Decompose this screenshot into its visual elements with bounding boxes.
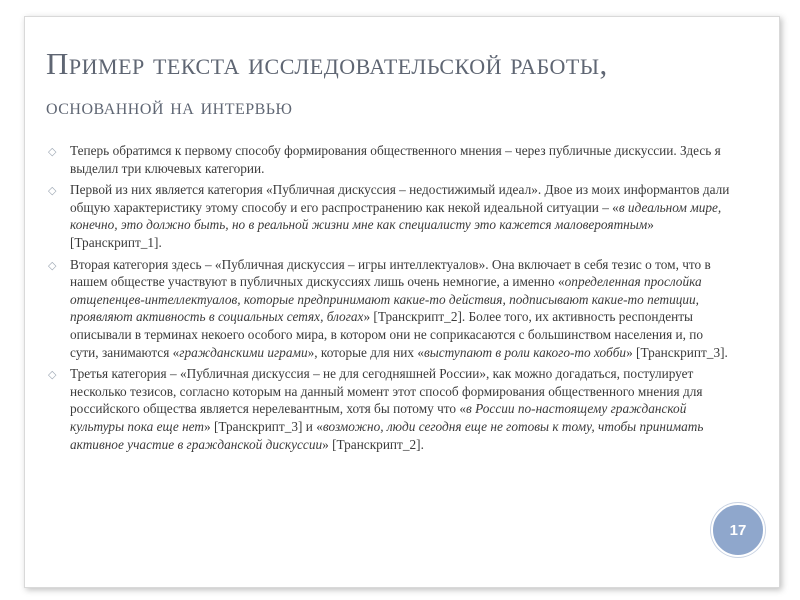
slide-body [48, 142, 734, 457]
paragraph-text [70, 182, 729, 250]
title-line-2: основанной на интервью [46, 94, 293, 119]
page-number-badge: 17 [711, 503, 765, 557]
bullet-paragraph [48, 142, 734, 177]
text-run: Третья категория – «Публичная дискуссия – не для сегодняшней России», как можно догадаться, постулирует несколько тезисов, согласно которым на данный момент этот способ формирования общественного мнения для российского общества является нерелевантным, хотя бы потому что « [70, 366, 703, 417]
text-run: » [Транскрипт_1]. [70, 217, 654, 250]
diamond-bullet-icon: ◇ [48, 184, 57, 198]
text-run: » [Транскрипт_2]. Более того, их активность респонденты описывали в терминах некоего особого мира, в котором они не соприкасаются с большинством населения и, по сути, занимаются « [70, 309, 704, 360]
text-run: » [Транскрипт_3] и « [204, 418, 323, 434]
diamond-bullet-icon: ◇ [48, 368, 57, 382]
quote-run: определенная прослойка отщепенцев-интеллектуалов, которые предпринимают какие-то действия, подписывают какие-то петиции, проявляют активность в социальных сетях, блогах [70, 274, 702, 325]
bullet-paragraph [48, 181, 734, 251]
paragraph-text [70, 366, 703, 451]
bullet-paragraph [48, 256, 734, 362]
quote-run: возможно, люди сегодня еще не готовы к тому, чтобы принимать активное участие в гражданской дискуссии [70, 418, 704, 452]
title-line-1: Пример текста исследовательской работы, [46, 46, 608, 81]
diamond-bullet-icon: ◇ [48, 145, 57, 158]
slide-title [46, 44, 746, 124]
text-run: », которые для них « [307, 344, 424, 360]
quote-run: в идеальном мире, конечно, это должно быть, но в реальной жизни мне как специалисту это кажется маловероятным [70, 199, 722, 233]
bullet-paragraph [48, 365, 734, 453]
text-run: » [Транскрипт_2]. [322, 436, 424, 452]
diamond-bullet-icon: ◇ [48, 258, 57, 272]
text-run: » [Транскрипт_3]. [626, 344, 728, 360]
quote-run: в России по-настоящему гражданской культуры пока еще нет [70, 401, 687, 434]
text-run: Первой из них является категория «Публичная дискуссия – недостижимый идеал». Двое из моих информантов дали общую характеристику этому способу и его распространению как некой идеальной ситуации – « [70, 182, 730, 215]
paragraph-text [70, 143, 721, 176]
quote-run: гражданскими играми [179, 344, 308, 360]
text-run: Вторая категория здесь – «Публичная дискуссия – игры интеллектуалов». Она включает в себя тезис о том, что в нашем обществе участвуют в публичных дискуссиях лишь очень немногие, а именно « [70, 256, 711, 290]
quote-run: выступают в роли какого-то хобби [423, 344, 627, 360]
text-run: Теперь обратимся к первому способу формирования общественного мнения – через публичные дискуссии. Здесь я выделил три ключевых категории. [70, 143, 721, 176]
paragraph-text [70, 257, 728, 360]
